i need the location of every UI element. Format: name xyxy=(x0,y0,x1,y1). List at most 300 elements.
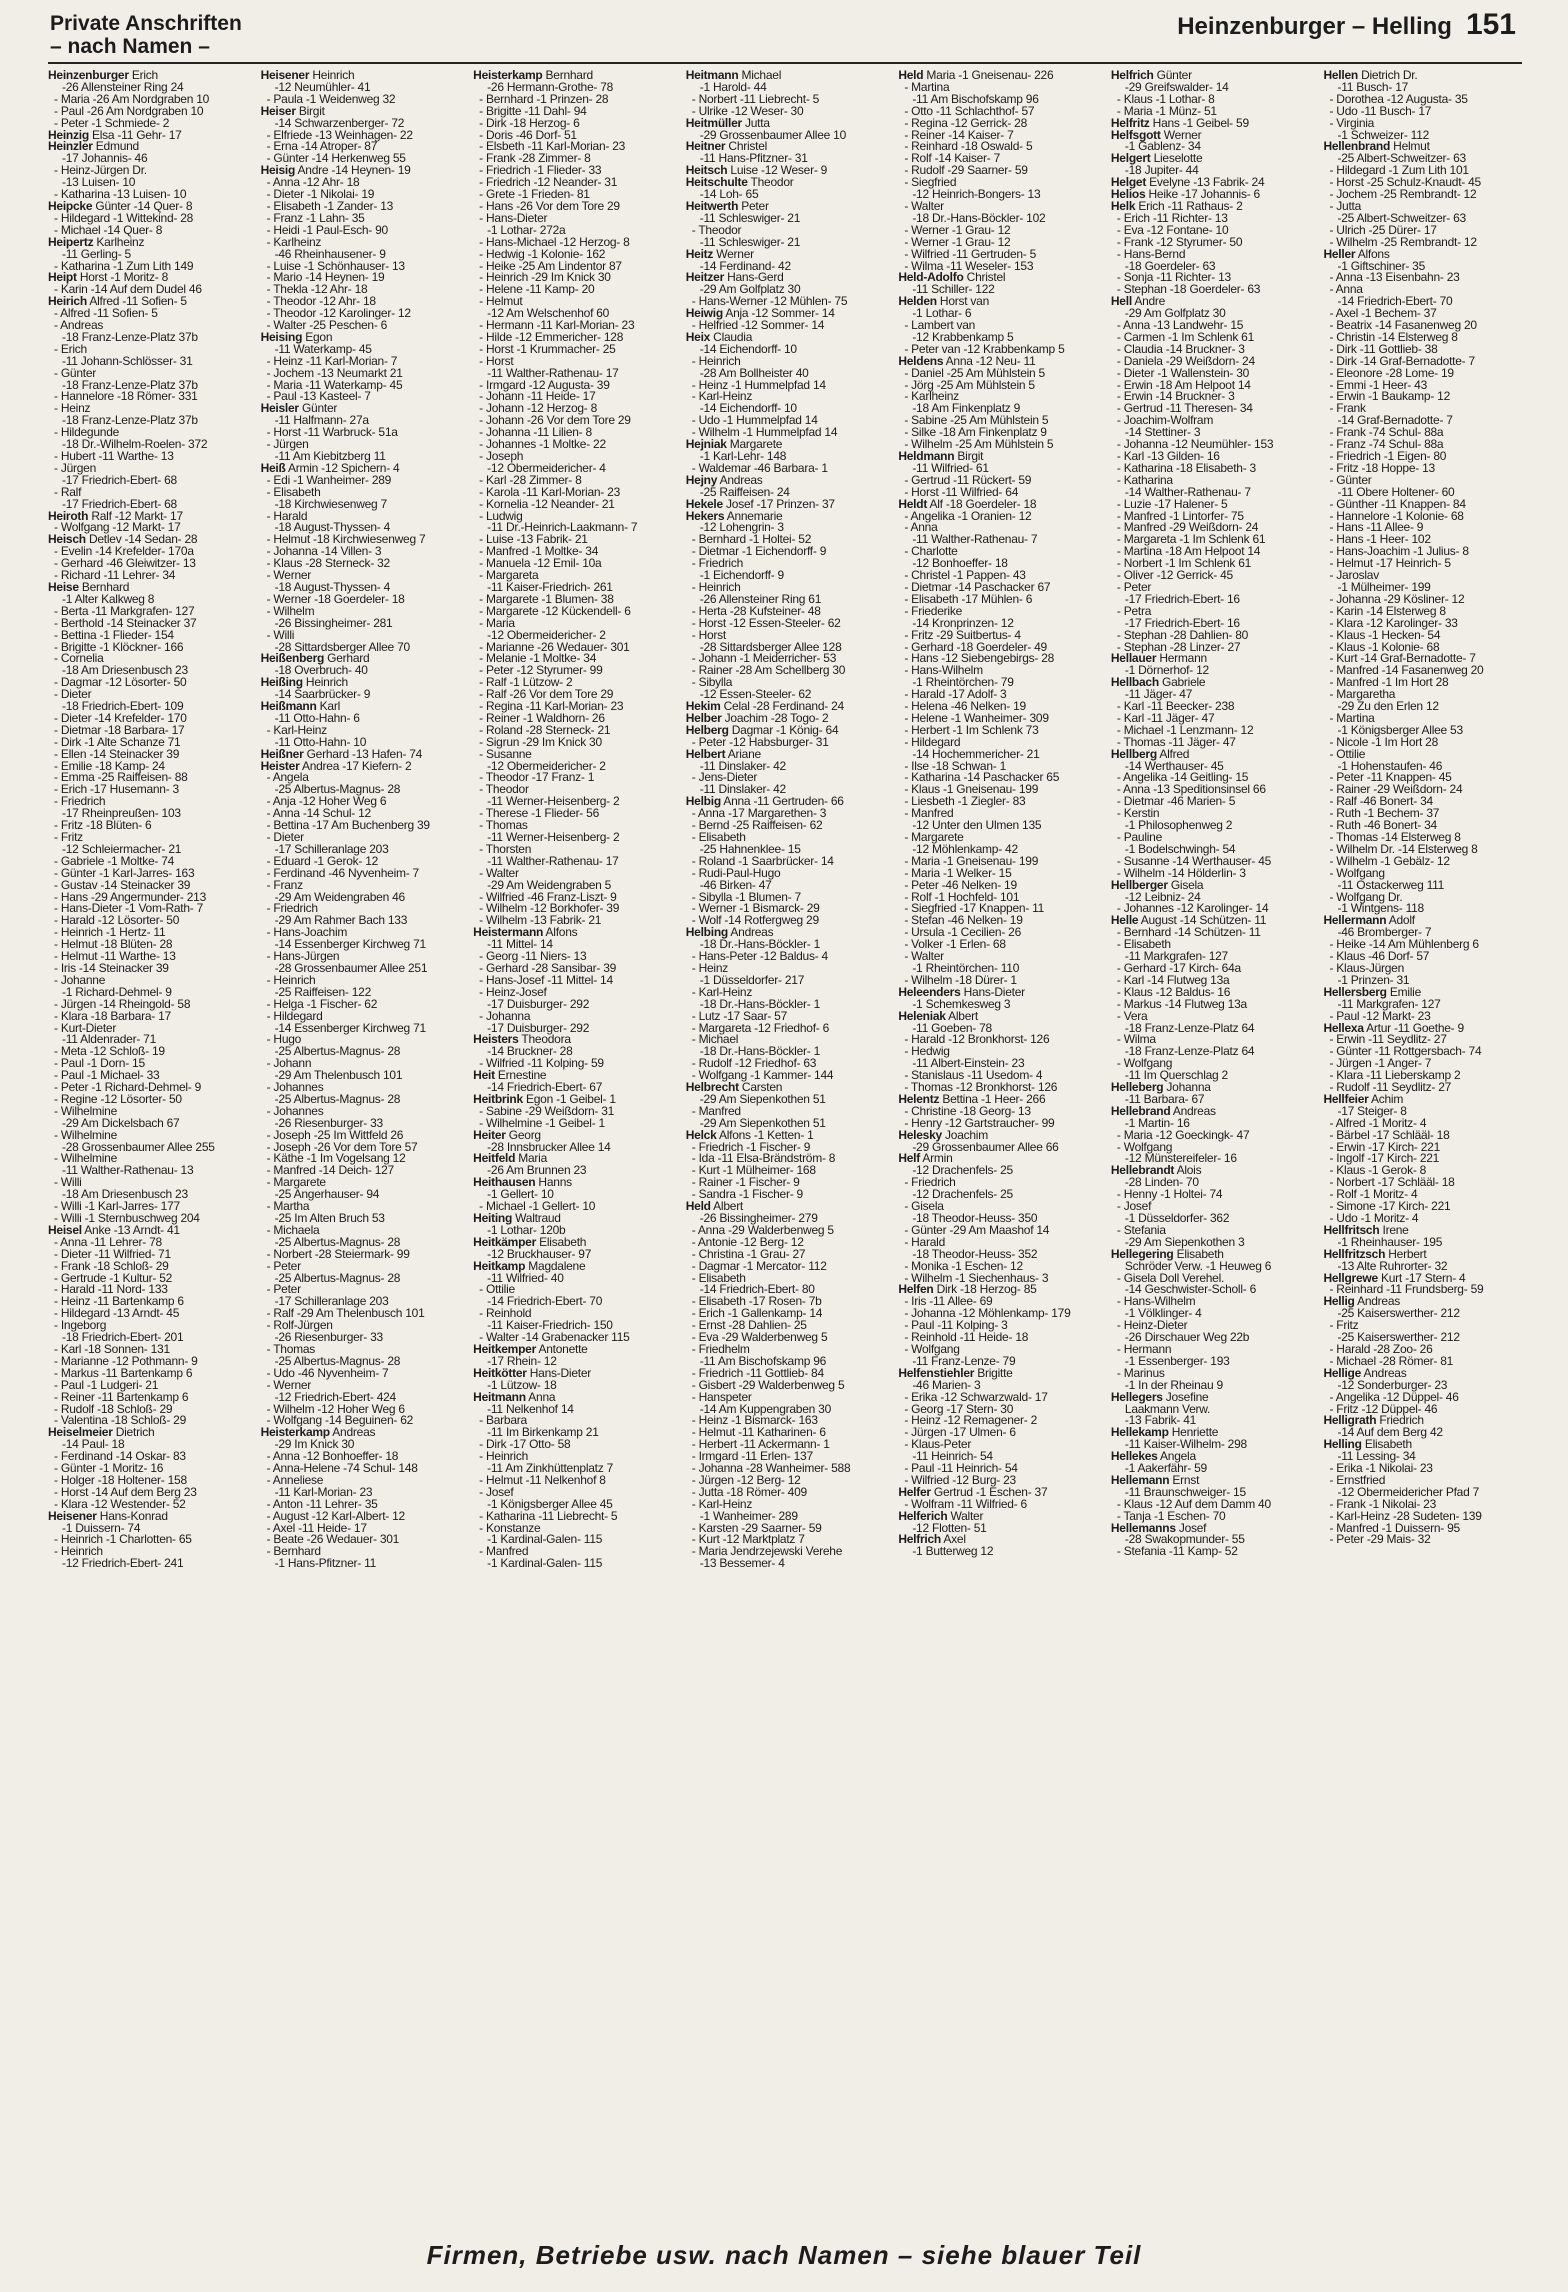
entry-text: - Peter xyxy=(266,1282,301,1297)
entry-text: - Harald xyxy=(266,508,308,523)
entry-text: - Erwin -11 Seydlitz- 27 xyxy=(1329,1032,1447,1047)
entry-text: - Helmut -11 Warthe- 13 xyxy=(54,949,176,964)
entry-text: -14 Essenberger Kirchweg 71 xyxy=(274,937,426,952)
entry-text: - Irmgard -11 Erlen- 137 xyxy=(691,1449,813,1464)
entry-text: -18 Am Driesenbusch 23 xyxy=(62,1187,188,1202)
surname: Helligrath xyxy=(1323,1413,1377,1428)
entry-text: - Otto -11 Schlachthof- 57 xyxy=(904,103,1035,118)
entry-text: - Mario -14 Heynen- 19 xyxy=(266,270,385,285)
surname: Hellermann xyxy=(1323,913,1387,928)
entry-text: - Regina -12 Gerrick- 28 xyxy=(904,115,1028,130)
entry-text: -1 Duissern- 74 xyxy=(62,1520,141,1535)
entry-text: -25 Angerhauser- 94 xyxy=(274,1187,380,1202)
entry-text: - Anna -13 Eisenbahn- 23 xyxy=(1329,270,1460,285)
entry-text: Gisela xyxy=(1167,877,1204,892)
name-range-header xyxy=(1177,8,1516,42)
entry-text: -12 Heinrich-Bongers- 13 xyxy=(912,187,1041,202)
entry-text: -14 Stettiner- 3 xyxy=(1124,425,1201,440)
entry-text: - Eva -12 Fontane- 10 xyxy=(1116,222,1229,237)
entry-text: - Günter xyxy=(54,365,97,380)
entry-text: - Gertrude -1 Kultur- 52 xyxy=(54,1270,173,1285)
entry-text: - Franz -1 Lahn- 35 xyxy=(266,210,365,225)
entry-text: -13 Bessemer- 4 xyxy=(699,1556,785,1571)
entry-text: - Reinhard -18 Oswald- 5 xyxy=(904,139,1033,154)
entry-text: - Frank -12 Styrumer- 50 xyxy=(1116,234,1243,249)
entry-text: -1 Dörnerhof- 12 xyxy=(1124,663,1209,678)
entry-text: -28 Sittardsberger Allee 128 xyxy=(699,639,842,654)
surname: Heleenders xyxy=(898,984,961,999)
entry-text: - Günter -29 Am Maashof 14 xyxy=(904,1222,1050,1237)
entry-text: -17 Schilleranlage 203 xyxy=(274,841,389,856)
entry-text: - Eva -29 Walderbenweg 5 xyxy=(691,1330,828,1345)
entry-text: - Werner -1 Grau- 12 xyxy=(904,234,1011,249)
entry-text: - Katharina -18 Elisabeth- 3 xyxy=(1116,460,1256,475)
entry-text: - Stephan -18 Goerdeler- 63 xyxy=(1116,282,1261,297)
entry-text: - Walter xyxy=(904,198,944,213)
surname: Hejniak xyxy=(685,437,727,452)
entry-text: -14 Loh- 65 xyxy=(699,187,759,202)
entry-text: Maria -1 Gneisenau- 226 xyxy=(923,70,1054,82)
surname: Heinzler xyxy=(48,139,93,154)
entry-text: - Ludwig xyxy=(479,508,523,523)
surname: Hellemanns xyxy=(1110,1520,1176,1535)
entry-text: -14 Kronprinzen- 12 xyxy=(912,615,1014,630)
entry-text: - Peter -12 Styrumer- 99 xyxy=(479,663,603,678)
entry-text: - Ernstfried xyxy=(1329,1472,1386,1487)
surname: Helentz xyxy=(898,1091,940,1106)
entry-text: - Friedrich -1 Fischer- 9 xyxy=(691,1139,811,1154)
entry-text: -1 Richard-Dehmel- 9 xyxy=(62,984,172,999)
entry-text: Anna -12 Neu- 11 xyxy=(943,353,1036,368)
entry-text: - Sigrun -29 Im Knick 30 xyxy=(479,734,602,749)
entry-text: - Horst -25 Schulz-Knaudt- 45 xyxy=(1329,175,1481,190)
entry-text: -11 Hans-Pfitzner- 31 xyxy=(699,151,808,166)
entry-text: Armin xyxy=(919,1151,953,1166)
entry-text: Axel xyxy=(941,1532,966,1547)
entry-text: - Paula -1 Weidenweg 32 xyxy=(266,91,396,106)
entry-text: -18 Jupiter- 44 xyxy=(1124,163,1199,178)
entry-text: -11 Walther-Rathenau- 7 xyxy=(912,532,1038,547)
surname: Heitkamp xyxy=(473,1258,526,1273)
entry-text: - Helena -46 Nelken- 19 xyxy=(904,699,1026,714)
entry-text: -26 Bissingheimer- 281 xyxy=(274,615,393,630)
entry-text: Elisabeth xyxy=(1173,1246,1224,1261)
entry-text: Claudia xyxy=(710,329,753,344)
entry-text: - Friedrich xyxy=(691,556,743,571)
surname: Helk xyxy=(1110,198,1136,213)
entry-text: -1 Rheintörchen- 110 xyxy=(912,960,1020,975)
entry-text: -11 Dinslaker- 42 xyxy=(699,782,786,797)
entry-text: - Rainer -28 Am Schellberg 30 xyxy=(691,663,846,678)
entry-text: - Daniel -25 Am Mühlstein 5 xyxy=(904,365,1045,380)
surname: Heisterkamp xyxy=(473,70,543,82)
entry-text: -29 Am Siepenkothen 51 xyxy=(699,1091,826,1106)
entry-text: Hans-Gerd xyxy=(724,270,784,285)
entry-text: -18 Friedrich-Ebert- 201 xyxy=(62,1330,184,1345)
entry-text: Achim xyxy=(1368,1091,1404,1106)
surname: Heisig xyxy=(260,163,296,178)
entry-text: - Johann xyxy=(266,1056,312,1071)
entry-text: -17 Friedrich-Ebert- 16 xyxy=(1124,591,1240,606)
entry-text: Georg xyxy=(505,1127,541,1142)
entry-text: - Paul -1 Dorn- 15 xyxy=(54,1056,145,1071)
entry-text: - Holger -18 Holtener- 158 xyxy=(54,1472,187,1487)
entry-text: -1 Kardinal-Galen- 115 xyxy=(487,1556,603,1571)
entry-text: - Jürgen -1 Anger- 7 xyxy=(1329,1056,1432,1071)
surname: Heithausen xyxy=(473,1175,536,1190)
entry-text: -1 Königsberger Allee 53 xyxy=(1337,722,1463,737)
entry-text: - Anna -12 Ahr- 18 xyxy=(266,175,360,190)
entry-text: - Luise -13 Fabrik- 21 xyxy=(479,532,588,547)
surname: Helle xyxy=(1110,913,1139,928)
entry-text: - Brigitte -1 Klöckner- 166 xyxy=(54,639,184,654)
entry-text: -13 Alte Ruhrorter- 32 xyxy=(1337,1258,1448,1273)
entry-text: - Hannelore -18 Römer- 331 xyxy=(54,389,198,404)
entry-text: -14 Friedrich-Ebert- 70 xyxy=(487,1294,603,1309)
entry-text: Andreas xyxy=(1361,1365,1407,1380)
entry-text: -18 Am Driesenbusch 23 xyxy=(62,663,188,678)
entry-text: - Johannes -1 Moltke- 22 xyxy=(479,437,606,452)
entry-text: -12 Münstereifeler- 16 xyxy=(1124,1151,1237,1166)
entry-text: - Manfred -1 Moltke- 34 xyxy=(479,544,599,559)
entry-text: - Manuela -12 Emil- 10a xyxy=(479,556,602,571)
surname: Heisel xyxy=(48,1222,82,1237)
entry-text: - Harald -11 Nord- 133 xyxy=(54,1282,168,1297)
entry-text: Egon xyxy=(302,329,333,344)
entry-text: - Peter -1 Schmiede- 2 xyxy=(54,115,170,130)
entry-text: - Sabine -29 Weißdorn- 31 xyxy=(479,1103,615,1118)
entry-text: Erich -11 Rathaus- 2 xyxy=(1135,198,1243,213)
entry-text: - Franz -74 Schul- 88a xyxy=(1329,437,1444,452)
entry-text: - Jürgen xyxy=(54,460,97,475)
entry-text: - Elisabeth -17 Rosen- 7b xyxy=(691,1294,822,1309)
surname: Hellauer xyxy=(1110,651,1157,666)
entry-text: - Wolfgang xyxy=(1329,865,1385,880)
entry-text: -14 Paul- 18 xyxy=(62,1437,125,1452)
entry-text: - Bärbel -17 Schlääl- 18 xyxy=(1329,1127,1450,1142)
entry-text: - Karl -11 Jäger- 47 xyxy=(1116,710,1215,725)
entry-text: Kurt -17 Stern- 4 xyxy=(1377,1270,1466,1285)
entry-text: Artur -11 Goethe- 9 xyxy=(1363,1020,1464,1035)
entry-text: - Heinrich -1 Hertz- 11 xyxy=(54,925,166,940)
entry-text: Evelyne -13 Fabrik- 24 xyxy=(1146,175,1265,190)
entry-text: -1 Eichendorff- 9 xyxy=(699,568,784,583)
entry-text: Herbert xyxy=(1385,1246,1427,1261)
entry-text: - Helfried -12 Sommer- 14 xyxy=(691,318,825,333)
entry-text: - Gerhard -17 Kirch- 64a xyxy=(1116,960,1241,975)
entry-text: - Johann -26 Vor dem Tore 29 xyxy=(479,413,631,428)
entry-text: - Erna -14 Atroper- 87 xyxy=(266,139,378,154)
entry-text: - Horst -11 Wilfried- 64 xyxy=(904,484,1019,499)
entry-text: - Joseph -25 Im Wittfeld 26 xyxy=(266,1127,404,1142)
entry-text: - Johanna -12 Neumühler- 153 xyxy=(1116,437,1274,452)
entry-text: - Reiner -1 Waldhorn- 26 xyxy=(479,710,605,725)
entry-text: - Wolfgang -12 Markt- 17 xyxy=(54,520,181,535)
surname: Hellbach xyxy=(1110,675,1159,690)
entry-text: - Karl-Heinz -28 Sudeten- 139 xyxy=(1329,1508,1482,1523)
entry-text: -11 Werner-Heisenberg- 2 xyxy=(487,794,620,809)
entry-text: -14 Friedrich-Ebert- 67 xyxy=(487,1080,603,1095)
directory-column-2 xyxy=(261,70,460,2120)
section-title xyxy=(50,12,242,58)
entry-text: -46 Rheinhausener- 9 xyxy=(274,246,386,261)
surname: Helberg xyxy=(685,722,729,737)
entry-text: - Jaroslav xyxy=(1329,568,1379,583)
entry-text: - Heinz -1 Hummelpfad 14 xyxy=(691,377,826,392)
entry-text: - Heinz -11 Bartenkamp 6 xyxy=(54,1294,184,1309)
entry-text: - Manfred -29 Weißdorn- 24 xyxy=(1116,520,1259,535)
entry-text: -11 Otto-Hahn- 6 xyxy=(274,710,360,725)
entry-text: - Liesbeth -1 Ziegler- 83 xyxy=(904,794,1026,809)
entry-text: - Dieter -1 Wallenstein- 30 xyxy=(1116,365,1250,380)
entry-text: - Fritz -29 Suitbertus- 4 xyxy=(904,627,1021,642)
entry-text: - Klara -12 Westender- 52 xyxy=(54,1496,186,1511)
entry-text: - Reiner -14 Kaiser- 7 xyxy=(904,127,1014,142)
entry-text: Egon -1 Geibel- 1 xyxy=(522,1091,616,1106)
surname: Hellberger xyxy=(1110,877,1168,892)
surname: Hellfritsch xyxy=(1323,1222,1380,1237)
entry-text: - Anna -12 Bonhoeffer- 18 xyxy=(266,1449,399,1464)
entry-text: - Hans -1 Heer- 102 xyxy=(1329,532,1431,547)
entry-text: Elsa -11 Gehr- 17 xyxy=(88,127,182,142)
entry-text: - Thomas xyxy=(266,1341,316,1356)
entry-text: - Hans-Jürgen xyxy=(266,949,340,964)
entry-text: - Thomas xyxy=(479,818,528,833)
entry-text: -17 Steiger- 8 xyxy=(1337,1103,1407,1118)
entry-text: - Hildegard xyxy=(904,734,961,749)
entry-text: - Beatrix -14 Fasanenweg 20 xyxy=(1329,318,1477,333)
entry-text: -12 Sonderburger- 23 xyxy=(1337,1377,1448,1392)
surname: Helfritz xyxy=(1110,115,1150,130)
entry-text: - Elisabeth xyxy=(266,484,321,499)
entry-text: - Anna-Helene -74 Schul- 148 xyxy=(266,1461,418,1476)
entry-text: -29 Grossenbaumer Allee 10 xyxy=(699,127,846,142)
entry-text: -26 Riesenburger- 33 xyxy=(274,1115,383,1130)
surname: Helbing xyxy=(685,925,728,940)
entry-text: - Manfred -1 Duissern- 95 xyxy=(1329,1520,1460,1535)
entry-text: - Hans-Bernd xyxy=(1116,246,1186,261)
entry-text: -46 Birken- 47 xyxy=(699,877,772,892)
entry-text: -12 Flotten- 51 xyxy=(912,1520,987,1535)
entry-text: Karlheinz xyxy=(93,234,145,249)
entry-text: - Therese -1 Flieder- 56 xyxy=(479,806,599,821)
surname: Heiser xyxy=(260,103,296,118)
entry-text: -25 Albertus-Magnus- 28 xyxy=(274,782,401,797)
entry-text: - Hildegard -1 Zum Lith 101 xyxy=(1329,163,1469,178)
entry-text: - Paul -11 Kolping- 3 xyxy=(904,1318,1008,1333)
entry-text: - Sonja -11 Richter- 13 xyxy=(1116,270,1231,285)
entry-text: Heinrich xyxy=(309,70,355,82)
entry-text: - Hans-Josef -11 Mittel- 14 xyxy=(479,972,613,987)
entry-text: - Wilhelm -14 Hölderlin- 3 xyxy=(1116,865,1246,880)
entry-text: - Walter -25 Peschen- 6 xyxy=(266,318,388,333)
entry-text: -13 Luisen- 10 xyxy=(62,175,136,190)
entry-text: Angela xyxy=(1157,1449,1196,1464)
entry-text: - Bernd -25 Raiffeisen- 62 xyxy=(691,818,823,833)
entry-text: - Axel -11 Heide- 17 xyxy=(266,1520,367,1535)
entry-text: - Alfred -1 Moritz- 4 xyxy=(1329,1115,1427,1130)
surname: Hellgrewe xyxy=(1323,1270,1378,1285)
entry-text: - Emilie -18 Kamp- 24 xyxy=(54,758,165,773)
entry-text: - Klaus -1 Kolonie- 68 xyxy=(1329,639,1440,654)
entry-text: - Rolf -1 Moritz- 4 xyxy=(1329,1187,1418,1202)
entry-text: -25 Hahnenklee- 15 xyxy=(699,841,801,856)
directory-columns xyxy=(48,70,1522,2120)
entry-text: - Heinz -1 Bismarck- 163 xyxy=(691,1413,818,1428)
entry-text: - Horst xyxy=(479,353,514,368)
entry-text: -25 Albert-Schweitzer- 63 xyxy=(1337,210,1466,225)
entry-text: - Kurt-Dieter xyxy=(54,1020,117,1035)
entry-text: -12 Bruckhauser- 97 xyxy=(487,1246,592,1261)
entry-text: - Katharina -11 Liebrecht- 5 xyxy=(479,1508,618,1523)
entry-text: - Grete -1 Frieden- 81 xyxy=(479,187,590,202)
surname: Heitsch xyxy=(685,163,728,178)
entry-text: - Hans-Dieter xyxy=(479,210,548,225)
entry-text: Lieselotte xyxy=(1150,151,1203,166)
entry-text: Albert xyxy=(945,1008,978,1023)
entry-text: - Heinz xyxy=(54,401,91,416)
entry-text: -14 Eichendorff- 10 xyxy=(699,401,797,416)
entry-text: - Karl -14 Flutweg 13a xyxy=(1116,972,1230,987)
surname: Helleberg xyxy=(1110,1080,1164,1095)
entry-text: - Johannes xyxy=(266,1080,324,1095)
surname: Hejny xyxy=(685,472,718,487)
entry-text: - Kurt -12 Marktplatz 7 xyxy=(691,1532,805,1547)
entry-text: - Gerhard -28 Sansibar- 39 xyxy=(479,960,617,975)
footer-note: Firmen, Betriebe usw. nach Namen – siehe blauer Teil xyxy=(426,2240,1142,2270)
entry-text: - Helmut -18 Kirchwiesenweg 7 xyxy=(266,532,426,547)
entry-text: - Andreas xyxy=(54,318,104,333)
entry-text: -29 Grossenbaumer Allee 66 xyxy=(912,1139,1059,1154)
entry-text: -11 Schiller- 122 xyxy=(912,282,995,297)
entry-text: - Friedrich -11 Gottlieb- 84 xyxy=(691,1365,824,1380)
entry-text: Josef xyxy=(1175,1520,1207,1535)
entry-text: - Siegfried xyxy=(904,175,957,190)
entry-text: - Maria -26 Am Nordgraben 10 xyxy=(54,91,210,106)
entry-text: - Wilhelm xyxy=(266,603,315,618)
entry-text: - Meta -12 Schloß- 19 xyxy=(54,1044,165,1059)
entry-text: - Heinrich xyxy=(691,579,741,594)
entry-text: - Dagmar -1 Mercator- 112 xyxy=(691,1258,827,1273)
entry-text: -29 Im Knick 30 xyxy=(274,1437,355,1452)
entry-text: - Reinhold -11 Heide- 18 xyxy=(904,1330,1029,1345)
entry-text: - Gabriele -1 Moltke- 74 xyxy=(54,853,175,868)
entry-text: - Wilhelm -1 Gebälz- 12 xyxy=(1329,853,1450,868)
entry-text: - Bettina -1 Flieder- 154 xyxy=(54,627,174,642)
entry-text: - Katharina -1 Zum Lith 149 xyxy=(54,258,194,273)
entry-text: - Günter -1 Moritz- 16 xyxy=(54,1461,164,1476)
surname: Helden xyxy=(898,294,937,309)
entry-text: Schröder Verw. -1 Heuweg 6 xyxy=(1124,1258,1272,1273)
surname: Hellfritzsch xyxy=(1323,1246,1386,1261)
entry-text: - Lambert van xyxy=(904,318,976,333)
entry-text: -25 Albertus-Magnus- 28 xyxy=(274,1091,401,1106)
entry-text: - Katharina xyxy=(1116,472,1173,487)
entry-text: -14 Graf-Bernadotte- 7 xyxy=(1337,413,1453,428)
entry-text: Alfons -1 Ketten- 1 xyxy=(716,1127,814,1142)
entry-text: - Manfred xyxy=(691,1103,741,1118)
entry-text: - Fritz -12 Düppel- 46 xyxy=(1329,1401,1438,1416)
entry-text: - Wilfried -11 Kolping- 59 xyxy=(479,1056,604,1071)
surname: Heitmann xyxy=(473,1389,526,1404)
entry-text: - Dieter xyxy=(54,687,92,702)
entry-text: Emilie xyxy=(1386,984,1422,999)
entry-text: -11 Markgrafen- 127 xyxy=(1124,949,1228,964)
entry-text: - Oliver -12 Gerrick- 45 xyxy=(1116,568,1233,583)
entry-text: - Friedrich xyxy=(904,1175,956,1190)
entry-text: - Wilma xyxy=(1116,1032,1156,1047)
entry-text: -26 Allensteiner Ring 24 xyxy=(62,79,184,94)
entry-text: Andreas xyxy=(727,925,774,940)
entry-text: - Johanna -12 Möhlenkamp- 179 xyxy=(904,1306,1071,1321)
entry-text: - Ferdinand -46 Nyvenheim- 7 xyxy=(266,865,419,880)
entry-text: - Michael -14 Quer- 8 xyxy=(54,222,163,237)
entry-text: - Hilde -12 Emmericher- 128 xyxy=(479,329,624,344)
entry-text: - Erwin -17 Kirch- 221 xyxy=(1329,1139,1441,1154)
entry-text: -25 Albertus-Magnus- 28 xyxy=(274,1044,401,1059)
entry-text: - Iris -11 Allee- 69 xyxy=(904,1294,993,1309)
entry-text: - Reinhold xyxy=(479,1306,532,1321)
entry-text: - Margaretha xyxy=(1329,687,1396,702)
entry-text: - Theodor -12 Karolinger- 12 xyxy=(266,306,411,321)
entry-text: - Margarete xyxy=(904,830,964,844)
entry-text: -1 Bodelschwingh- 54 xyxy=(1124,841,1236,856)
entry-text: -14 Bruckner- 28 xyxy=(487,1044,573,1059)
entry-text: - Wilhelm -25 Rembrandt- 12 xyxy=(1329,234,1477,249)
entry-text: Hans-Dieter xyxy=(526,1365,592,1380)
entry-text: -11 Walther-Rathenau- 17 xyxy=(487,853,619,868)
entry-text: -18 August-Thyssen- 4 xyxy=(274,579,391,594)
entry-text: - Wolfgang Dr. xyxy=(1329,889,1403,904)
entry-text: - Klaus -1 Gneisenau- 199 xyxy=(904,782,1039,797)
entry-text: - Wilhelm -1 Siechenhaus- 3 xyxy=(904,1270,1049,1285)
entry-text: - Peter -29 Mais- 32 xyxy=(1329,1532,1431,1547)
entry-text: - Klaus -28 Sterneck- 32 xyxy=(266,556,390,571)
entry-text: -28 Linden- 70 xyxy=(1124,1175,1199,1190)
entry-text: -17 Friedrich-Ebert- 68 xyxy=(62,496,177,511)
entry-text: - Heike -25 Am Lindentor 87 xyxy=(479,258,622,273)
entry-text: - Maria -1 Welker- 15 xyxy=(904,865,1012,880)
entry-text: - Vera xyxy=(1116,1008,1148,1023)
entry-text: - Peter xyxy=(266,1258,301,1273)
entry-text: - Susanne xyxy=(479,746,532,761)
entry-text: - Reinhard -11 Frundsberg- 59 xyxy=(1329,1282,1484,1297)
entry-text: - Johannes -12 Karolinger- 14 xyxy=(1116,901,1269,916)
entry-text: Alf -18 Goerdeler- 18 xyxy=(927,496,1037,511)
entry-text: - Manfred -14 Deich- 127 xyxy=(266,1163,394,1178)
entry-text: Ariane xyxy=(725,746,761,761)
entry-text: - Berta -11 Markgrafen- 127 xyxy=(54,603,195,618)
entry-text: - Ilse -18 Schwan- 1 xyxy=(904,758,1007,773)
entry-text: Günter -14 Quer- 8 xyxy=(92,198,193,213)
surname: Heitkemper xyxy=(473,1341,537,1356)
entry-text: -29 Am Siepenkothen 3 xyxy=(1124,1234,1245,1249)
page-number: 151 xyxy=(1465,8,1516,41)
entry-text: -12 Unter den Ulmen 135 xyxy=(912,818,1042,833)
entry-text: - Theodor xyxy=(479,782,529,797)
entry-text: - Heinz-Jürgen Dr. xyxy=(54,163,147,178)
entry-text: -26 Bissingheimer- 279 xyxy=(699,1211,818,1225)
entry-text: - Hans-Wilhelm xyxy=(1116,1294,1196,1309)
entry-text: - Peter -11 Knappen- 45 xyxy=(1329,770,1452,785)
entry-text: -28 Swakopmunder- 55 xyxy=(1124,1532,1245,1547)
entry-text: -1 Giftschiner- 35 xyxy=(1337,258,1426,273)
entry-text: - Dorothea -12 Augusta- 35 xyxy=(1329,91,1468,106)
entry-text: Henriette xyxy=(1168,1425,1219,1440)
entry-text: - Henry -12 Gartstraucher- 99 xyxy=(904,1115,1055,1130)
surname: Heisch xyxy=(48,532,86,547)
entry-text: - Irmgard -12 Augusta- 39 xyxy=(479,377,610,392)
